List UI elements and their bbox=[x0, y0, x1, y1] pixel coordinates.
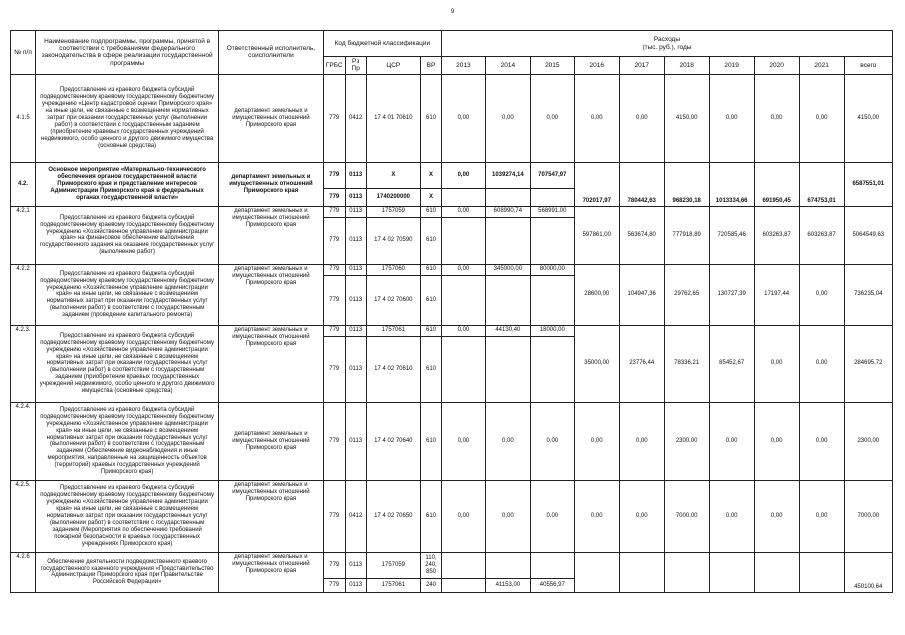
cell-grbs: 779 bbox=[323, 578, 345, 592]
cell-csr: 17 4 02 70650 bbox=[366, 480, 420, 552]
cell-rzpr: 0113 bbox=[345, 264, 366, 275]
cell-empty bbox=[754, 552, 799, 592]
header-expenses bbox=[441, 31, 892, 57]
row-executor: департамент земельных и имущественных отношений Приморского края bbox=[219, 325, 324, 402]
cell-year bbox=[485, 552, 530, 578]
cell-year: 0,00 bbox=[530, 74, 574, 162]
cell-rzpr: 0113 bbox=[345, 336, 366, 402]
cell-rzpr: 0113 bbox=[345, 325, 366, 336]
cell-year: 597861,00 bbox=[574, 206, 619, 264]
cell-year: 777918,89 bbox=[664, 206, 709, 264]
cell-year: 80000,00 bbox=[530, 264, 574, 275]
cell-rzpr: 0113 bbox=[345, 217, 366, 264]
cell-empty bbox=[441, 217, 485, 264]
cell-year: 0,00 bbox=[441, 325, 485, 336]
header-vr: ВР bbox=[421, 57, 442, 75]
row-name: Предоставление из краевого бюджета субсидий подведомственному краевому государственному бюджетному учреждению «Хозяйственное управление администрации края» на иные цели, не связанные с возмещением нормативных затрат при оказании государственных услуг (выполнении работ) в соответствии с государственным заданием (приобретение краевых государственных учреждений недвижимого, особо ценного и другого движимого имущества (основные средства) bbox=[36, 325, 219, 402]
row-executor: департамент земельных и имущественных отношений Приморского края bbox=[219, 480, 324, 552]
cell-grbs: 779 bbox=[323, 480, 345, 552]
row-name: Предоставление из краевого бюджета субсидий подведомственному краевому государственному бюджетному учреждению «Хозяйственное управление администрации края» на иные цели, не связанные с возмещением нормативных затрат при оказании государственных услуг (выполнении работ) в соответствии с государственным заданием (проведение капитального ремонта) bbox=[36, 264, 219, 325]
header-expenses-title: Расходы bbox=[653, 36, 681, 44]
cell-year: 40556,97 bbox=[530, 578, 574, 592]
cell-csr: 1757061 bbox=[366, 578, 420, 592]
table-row bbox=[11, 74, 893, 162]
cell-csr: 17 4 02 70610 bbox=[366, 336, 420, 402]
cell-year: 1039274,14 bbox=[485, 162, 530, 188]
cell-csr: 1757060 bbox=[366, 264, 420, 275]
cell-year: 0,00 bbox=[441, 402, 485, 480]
cell-rzpr: 0113 bbox=[345, 188, 366, 206]
cell-empty bbox=[799, 552, 844, 592]
cell-empty bbox=[441, 336, 485, 402]
header-year: 2015 bbox=[530, 57, 574, 75]
cell-grbs: 779 bbox=[323, 552, 345, 578]
row-num: 4.2.2 bbox=[11, 264, 36, 325]
cell-empty bbox=[441, 188, 485, 206]
cell-grbs: 779 bbox=[323, 402, 345, 480]
cell-year bbox=[441, 578, 485, 592]
cell-total: 6587551,01 bbox=[844, 162, 892, 206]
header-rzpr: Рз Пр bbox=[345, 57, 366, 75]
cell-csr: X bbox=[366, 162, 420, 188]
header-year: 2014 bbox=[485, 57, 530, 75]
row-executor: департамент земельных и имущественных отношений Приморского края bbox=[219, 206, 324, 264]
header-grbs: ГРБС bbox=[323, 57, 345, 75]
cell-year: 0,00 bbox=[485, 402, 530, 480]
cell-year: 608990,74 bbox=[485, 206, 530, 217]
cell-year: 968230,18 bbox=[664, 162, 709, 206]
cell-year: 0,00 bbox=[441, 480, 485, 552]
cell-empty bbox=[664, 552, 709, 592]
cell-total: 2300,00 bbox=[844, 402, 892, 480]
cell-year: 0,00 bbox=[799, 325, 844, 402]
cell-year: 7000,00 bbox=[664, 480, 709, 552]
cell-total: 450100,64 bbox=[844, 552, 892, 592]
cell-rzpr: 0113 bbox=[345, 402, 366, 480]
header-year: 2016 bbox=[574, 57, 619, 75]
cell-year: 0,00 bbox=[574, 402, 619, 480]
cell-year: 2300,00 bbox=[664, 402, 709, 480]
row-num: 4.1.5 bbox=[11, 74, 36, 162]
table-row bbox=[11, 325, 893, 336]
cell-year: 0,00 bbox=[709, 480, 754, 552]
cell-vr: X bbox=[421, 162, 442, 188]
row-name: Предоставление из краевого бюджета субсидий подведомственному краевому государственному бюджетному учреждению «Хозяйственное управление администрации края» на иные цели, не связанные с возмещением нормативных затрат при оказании государственных услуг (выполнении работ) в соответствии с государственным заданием (Обеспечение видеонаблюдения и иные мероприятия, направленные на защищенность объектов (территорий) краевых государственных учреждений Приморского края) bbox=[36, 402, 219, 480]
row-executor: департамент земельных и имущественных отношений Приморского края bbox=[219, 264, 324, 325]
cell-year: 0,00 bbox=[799, 402, 844, 480]
cell-year: 0,00 bbox=[441, 162, 485, 188]
cell-empty bbox=[485, 275, 530, 325]
cell-vr: 110, 240, 850 bbox=[421, 552, 442, 578]
cell-vr: 610 bbox=[421, 74, 442, 162]
cell-grbs: 779 bbox=[323, 336, 345, 402]
cell-year: 0,00 bbox=[485, 480, 530, 552]
row-executor: департамент земельных и имущественных отношений Приморского края bbox=[219, 402, 324, 480]
cell-rzpr: 0113 bbox=[345, 552, 366, 578]
cell-year: 568991,00 bbox=[530, 206, 574, 217]
table-row bbox=[11, 206, 893, 217]
cell-year: 0,00 bbox=[441, 74, 485, 162]
cell-year: 691950,45 bbox=[754, 162, 799, 206]
cell-vr: X bbox=[421, 188, 442, 206]
cell-rzpr: 0113 bbox=[345, 275, 366, 325]
header-year: 2018 bbox=[664, 57, 709, 75]
header-total: всего bbox=[844, 57, 892, 75]
cell-grbs: 779 bbox=[323, 206, 345, 217]
header-num: № п/п bbox=[11, 31, 36, 75]
cell-year: 35000,00 bbox=[574, 325, 619, 402]
row-name: Основное мероприятие «Материально-технического обеспечения органов государственной власти Приморского края и представление интересов Администрации Приморского края в федеральных органах государственной власти» bbox=[36, 162, 219, 206]
cell-year: 0,00 bbox=[799, 480, 844, 552]
cell-empty bbox=[441, 275, 485, 325]
cell-empty bbox=[574, 552, 619, 592]
cell-year: 0,00 bbox=[619, 480, 664, 552]
cell-csr: 1757059 bbox=[366, 206, 420, 217]
cell-vr: 610 bbox=[421, 325, 442, 336]
cell-year: 0,00 bbox=[530, 480, 574, 552]
cell-empty bbox=[530, 275, 574, 325]
cell-year: 674753,01 bbox=[799, 162, 844, 206]
cell-total: 7000,00 bbox=[844, 480, 892, 552]
row-num: 4.2.1 bbox=[11, 206, 36, 264]
cell-vr: 610 bbox=[421, 336, 442, 402]
cell-year: 4150,00 bbox=[664, 74, 709, 162]
cell-rzpr: 0412 bbox=[345, 74, 366, 162]
cell-empty bbox=[485, 217, 530, 264]
header-executor: Ответственный исполнитель, соисполнители bbox=[219, 31, 324, 75]
table-row bbox=[11, 162, 893, 188]
cell-year: 603263,87 bbox=[799, 206, 844, 264]
header-year: 2021 bbox=[799, 57, 844, 75]
cell-year: 720585,46 bbox=[709, 206, 754, 264]
cell-year: 0,00 bbox=[441, 206, 485, 217]
row-executor: департамент земельных и имущественных отношений Приморского края bbox=[219, 552, 324, 592]
cell-year: 345000,00 bbox=[485, 264, 530, 275]
cell-year: 780442,63 bbox=[619, 162, 664, 206]
row-num: 4.2.3. bbox=[11, 325, 36, 402]
cell-vr: 610 bbox=[421, 275, 442, 325]
cell-year: 78336,21 bbox=[664, 325, 709, 402]
cell-year: 17197,44 bbox=[754, 264, 799, 325]
cell-year: 0,00 bbox=[441, 264, 485, 275]
cell-vr: 610 bbox=[421, 217, 442, 264]
cell-year: 0,00 bbox=[709, 74, 754, 162]
header-year: 2017 bbox=[619, 57, 664, 75]
cell-rzpr: 0113 bbox=[345, 162, 366, 188]
cell-year: 0,00 bbox=[754, 74, 799, 162]
cell-vr: 610 bbox=[421, 264, 442, 275]
cell-year: 23776,44 bbox=[619, 325, 664, 402]
cell-csr: 1757061 bbox=[366, 325, 420, 336]
cell-year bbox=[530, 552, 574, 578]
row-num: 4.2.6 bbox=[11, 552, 36, 592]
cell-year: 1013334,66 bbox=[709, 162, 754, 206]
cell-vr: 610 bbox=[421, 402, 442, 480]
table-row bbox=[11, 552, 893, 578]
cell-csr: 17 4 01 70610 bbox=[366, 74, 420, 162]
cell-vr: 610 bbox=[421, 206, 442, 217]
cell-vr: 610 bbox=[421, 480, 442, 552]
cell-year: 0,00 bbox=[799, 264, 844, 325]
cell-year: 0,00 bbox=[754, 325, 799, 402]
cell-grbs: 779 bbox=[323, 74, 345, 162]
cell-year: 563674,80 bbox=[619, 206, 664, 264]
cell-year: 702017,97 bbox=[574, 162, 619, 206]
cell-empty bbox=[530, 336, 574, 402]
header-year: 2013 bbox=[441, 57, 485, 75]
header-year: 2019 bbox=[709, 57, 754, 75]
cell-empty bbox=[485, 188, 530, 206]
cell-grbs: 779 bbox=[323, 162, 345, 188]
row-num: 4.2. bbox=[11, 162, 36, 206]
cell-year: 104947,36 bbox=[619, 264, 664, 325]
row-executor: департамент земельных и имущественных отношений Приморского края bbox=[219, 162, 324, 206]
cell-csr: 17 4 02 70640 bbox=[366, 402, 420, 480]
cell-grbs: 779 bbox=[323, 217, 345, 264]
cell-total: 736235,04 bbox=[844, 264, 892, 325]
cell-year: 0,00 bbox=[754, 480, 799, 552]
cell-year: 0,00 bbox=[619, 402, 664, 480]
cell-empty bbox=[619, 552, 664, 592]
cell-year: 44130,40 bbox=[485, 325, 530, 336]
cell-year: 85452,67 bbox=[709, 325, 754, 402]
cell-vr: 240 bbox=[421, 578, 442, 592]
cell-csr: 1740200000 bbox=[366, 188, 420, 206]
row-name: Предоставление из краевого бюджета субсидий подведомственному краевому государственному бюджетному учреждению «Хозяйственное управление администрации края» на финансовое обеспечение выполнения государственного задания на оказание государственных услуг (выполнение работ) bbox=[36, 206, 219, 264]
cell-year: 41153,00 bbox=[485, 578, 530, 592]
cell-year: 0,00 bbox=[485, 74, 530, 162]
table-row bbox=[11, 264, 893, 275]
row-executor: департамент земельных и имущественных отношений Приморского края bbox=[219, 74, 324, 162]
row-name: Обеспечение деятельности подведомственного краевого государственного казенного учреждения «Представительство Администрации Приморского края при Правительстве Российской Федерации» bbox=[36, 552, 219, 592]
header-expenses-unit: (тыс. руб.), годы bbox=[642, 43, 692, 51]
cell-year: 29762,65 bbox=[664, 264, 709, 325]
row-num: 4.2.5. bbox=[11, 480, 36, 552]
cell-year: 0,00 bbox=[530, 402, 574, 480]
cell-year: 18000,00 bbox=[530, 325, 574, 336]
header-kbk: Код бюджетной классификации bbox=[323, 31, 441, 57]
table-row bbox=[11, 402, 893, 480]
header-name: Наименование подпрограммы, программы, принятой в соответствии с требованиями федерального законодательства в сфере реализации государственной программы bbox=[36, 31, 219, 75]
cell-rzpr: 0113 bbox=[345, 578, 366, 592]
page-number: 9 bbox=[450, 9, 455, 15]
cell-year: 130727,39 bbox=[709, 264, 754, 325]
budget-table bbox=[10, 30, 893, 593]
cell-empty bbox=[485, 336, 530, 402]
cell-empty bbox=[709, 552, 754, 592]
cell-rzpr: 0412 bbox=[345, 480, 366, 552]
cell-year: 0,00 bbox=[754, 402, 799, 480]
cell-empty bbox=[530, 217, 574, 264]
cell-total: 284695,72 bbox=[844, 325, 892, 402]
cell-csr: 17 4 02 70590 bbox=[366, 217, 420, 264]
cell-grbs: 779 bbox=[323, 325, 345, 336]
cell-year: 0,00 bbox=[574, 480, 619, 552]
cell-year bbox=[441, 552, 485, 578]
header-csr: ЦСР bbox=[366, 57, 420, 75]
row-name: Предоставление из краевого бюджета субсидий подведомственному краевому государственному бюджетному учреждению «Центр кадастровой оценки Приморского края» на иные цели, не связанные с возмещением нормативных затрат при оказании государственных услуг (выполнении работ) в соответствии с государственным заданием (приобретение кравевых государственных учреждений недвижимого, особо ценного и другого движимого имущества (основные средства) bbox=[36, 74, 219, 162]
cell-year: 707547,97 bbox=[530, 162, 574, 188]
cell-empty bbox=[530, 188, 574, 206]
cell-total: 4150,00 bbox=[844, 74, 892, 162]
table-row bbox=[11, 480, 893, 552]
cell-year: 0,00 bbox=[709, 402, 754, 480]
cell-csr: 17 4 02 70600 bbox=[366, 275, 420, 325]
cell-csr: 1757059 bbox=[366, 552, 420, 578]
cell-grbs: 779 bbox=[323, 275, 345, 325]
cell-grbs: 779 bbox=[323, 188, 345, 206]
cell-year: 0,00 bbox=[799, 74, 844, 162]
row-num: 4.2.4. bbox=[11, 402, 36, 480]
cell-grbs: 779 bbox=[323, 264, 345, 275]
header-year: 2020 bbox=[754, 57, 799, 75]
cell-year: 603263,87 bbox=[754, 206, 799, 264]
cell-rzpr: 0113 bbox=[345, 206, 366, 217]
cell-total: 5064549,63 bbox=[844, 206, 892, 264]
row-name: Предоставление из краевого бюджета субсидий подведомственному краевому государственному бюджетному учреждению «Хозяйственное управление администрации края» на иные цели, не связанные с возмещением нормативных затрат при оказании государственных услуг (выполнении работ) в соответствии с государственным заданием (Мероприятия по обеспечению требований пожарной безопасности в краевых государственных учреждениях Приморского края) bbox=[36, 480, 219, 552]
cell-year: 0,00 bbox=[619, 74, 664, 162]
cell-year: 0,00 bbox=[574, 74, 619, 162]
cell-year: 28600,00 bbox=[574, 264, 619, 325]
